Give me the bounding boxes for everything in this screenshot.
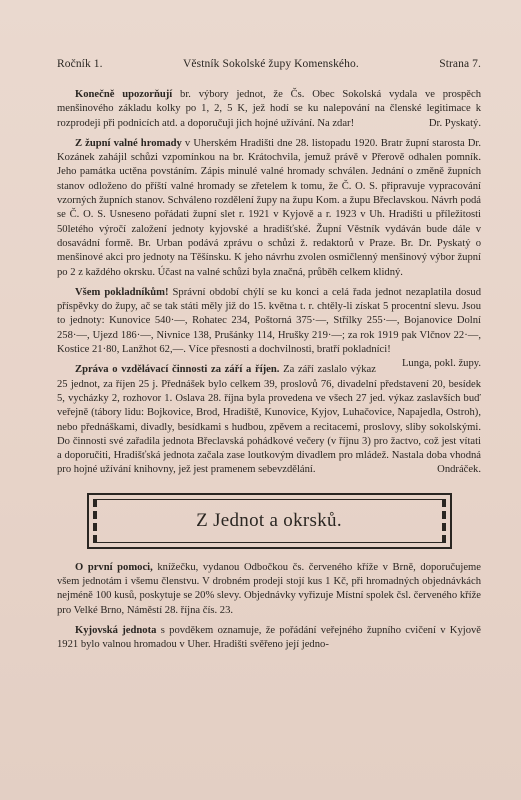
section-banner-frame (93, 499, 446, 543)
paragraph-text: knížečku, vydanou Odbočkou čs. červeného kříže v Brně, doporučujeme všem jednotám i všemu členstvu. V drobném prodeji stojí kus 1 Kč, při hromadných objednávkách nejméně 100 kusů, poskytuje se 20% slevy. Objednávky vyřizuje Místní spolek čsl. červeného kříže pro Velké Brno, Náměstí 28. října čís. 23. (57, 561, 481, 616)
paragraph-lead: Kyjovská jednota (75, 624, 157, 636)
section-banner (87, 493, 452, 549)
paragraph-text: s povděkem oznamuje, že pořádání veřejného župního cvičení v Kyjově 1921 bylo valnou hromadou v Uher. Hradišti svěřeno její jedno- (57, 624, 481, 651)
paragraph-text: v Uherském Hradišti dne 28. listopadu 1920. Bratr župní starosta Dr. Kozánek zahájil schůzi vzpomínkou na br. Krátochvila, jemuž právě v Přerově odhalen pomník. Jeho památka uctěna povstáním. Zápis minulé valné hromady schválen. Jednání o změně župních stanov odloženo do příští valné hromady se zřetelem k tomu, že Č. O. S. připravuje vypracování vzorných župních stanov. Schváleno rozdělení župy na župu Kom. a župu Břeclavskou. Návrh podá se Č. O. S. Usneseno pořádati župní slet r. 1921 v Kyjově a r. 1923 v Uh. Hradišti u příležitosti 50letého výročí založení jednoty kyjovské a hradišťské. Župní Věstník vydáván bude dále v dosavádní formě. Br. Urban podává zprávu o schůzi ž. redaktorů v Praze. Br. Dr. Pyskatý o menšinové akci pro jednoty na Těšínsku. K jeho návrhu zvolen osmičlenný menšinový výbor župní po 2 z každého okrsku. Účast na valné schůzi byla značná, průběh celkem klidný. (57, 137, 481, 278)
publication-title: Věstník Sokolské župy Komenského. (183, 58, 359, 70)
section-announcements (57, 88, 481, 478)
paragraph-signature: Lunga, pokl. župy. (401, 358, 481, 370)
paragraph-lead: O první pomoci, (75, 561, 153, 573)
paragraph-lead: Všem pokladníkům! (75, 286, 169, 298)
page-header (57, 58, 481, 70)
paragraph-general-assembly (57, 137, 481, 280)
page-number: Strana 7. (439, 58, 481, 70)
paragraph-text: br. výbory jednot, že Čs. Obec Sokolská vydala ve prospěch menšinového základu kolky po 1, 2, 5 K, jež hodí se ku nalepování na členské legitimace k rozprodeji při podnicích atd. a doporučuji jich hojné užívání. Na zdar! (57, 89, 481, 129)
paragraph-text: Za září zaslalo výkaz 25 jednot, za říjen 25 j. Přednášek bylo celkem 39, proslovů 76, divadelní představení 20, besídek 5, vycházky 2, rozhovor 1. Oslava 28. října byla provedena ve všech 27 jed. výkaz zaslavších buď veřejně (tábory lidu: Bojkovice, Brod, Hradiště, Kunovice, Kyjov, Luhačovice, Napajedla, Ostroh), nebo přednáškami, divadly, besídkami s hudbou, zpěvem a recitacemi, proslovy, sliby sokolskými. Do činnosti své zařadila jednota Břeclavská pohádkové večery (v říjnu 3) pro žactvo, což jest vítati a doporučiti, Hradišťská jednota začala zase loutkovým divadlem pro mládež. Nastala doba vhodná pro hojné užívání knihovny, jež jest pramenem sebevzdělání. (57, 364, 481, 476)
section-title: Z Jednot a okrsků. (196, 509, 342, 531)
paragraph-lead: Z župní valné hromady (75, 137, 182, 149)
paragraph-signature: Dr. Pyskatý. (428, 117, 481, 129)
paragraph-lead: Zpráva o vzdělávací činnosti za září a říjen. (75, 364, 280, 376)
paragraph-lead: Konečně upozorňují (75, 89, 173, 100)
paragraph-signature: Ondráček. (437, 464, 481, 476)
paragraph-education-report (57, 363, 481, 477)
paragraph-first-aid (57, 561, 481, 618)
paragraph-kyjov-unit (57, 624, 481, 653)
section-units-and-districts (57, 561, 481, 653)
paragraph-stamps (57, 88, 481, 131)
volume-label: Ročník 1. (57, 58, 103, 70)
paragraph-text: Správní období chýlí se ku konci a celá řada jednot nezaplatila dosud příspěvky do župy, ač se tak státi měly již do 15. května t. r. chtěly-li získat 5 procentní slevu. Jsou to jednoty: Kunovice 540·—, Rohatec 234, Poštorná 375·—, Střílky 255·—, Bojanovice Dolní 258·—, Ujezd 186·—, Nivnice 138, Prušánky 114, Hrušky 219·—; za rok 1919 pak Vlčnov 22·—, Kostice 21·80, Lanžhot 62,—. Více přesnosti a dochvilnosti, bratří pokladníci! (57, 286, 481, 356)
